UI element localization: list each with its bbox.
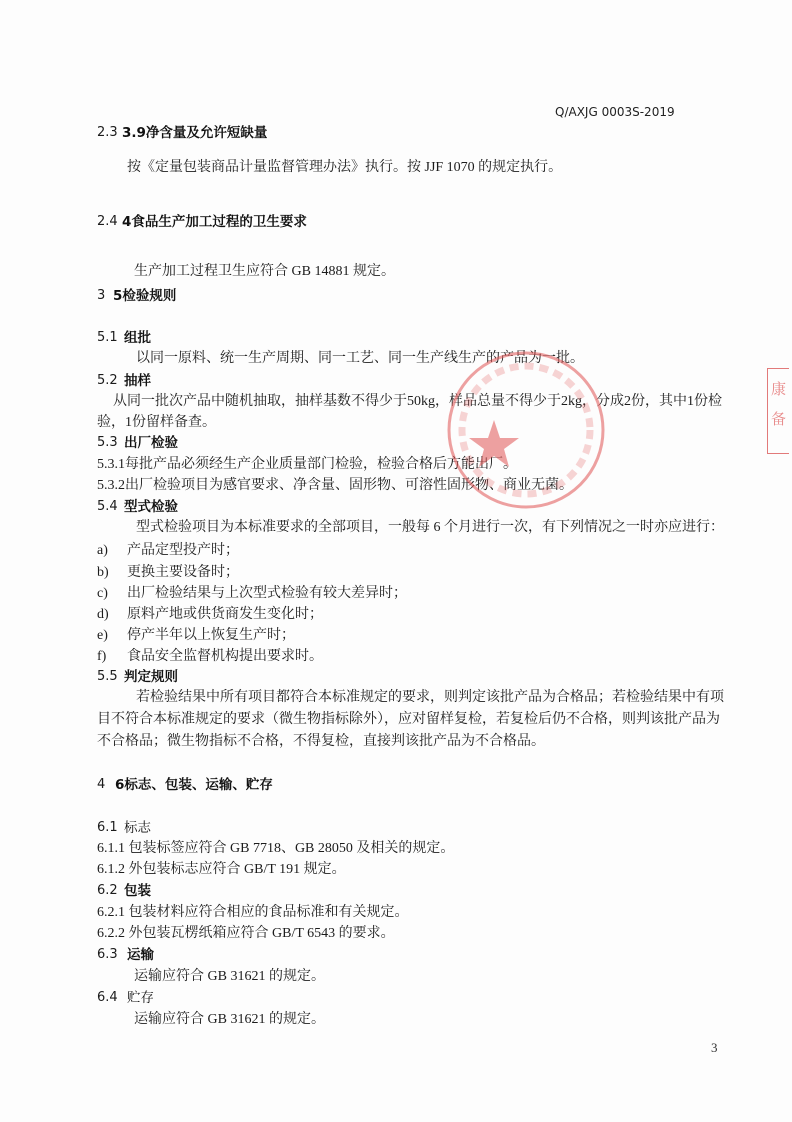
paragraph-line: 从同一批次产品中随机抽取，抽样基数不得少于50kg，样品总量不得少于2kg，分成2份，其中1份检 (113, 394, 722, 409)
clause-item: 6.1.1 包装标签应符合 GB 7718、GB 28050 及相关的规定。 (97, 841, 455, 856)
subsection-title: 运输 (127, 947, 154, 963)
section-number: 2.3 (97, 125, 118, 140)
paragraph-line: 目不符合本标准规定的要求（微生物指标除外），应对留样复检，若复检后仍不合格，则判该批产品为 (97, 712, 720, 727)
paragraph-line: 若检验结果中所有项目都符合本标准规定的要求，则判定该批产品为合格品；若检验结果中有项 (136, 690, 724, 705)
clause-item: 6.1.2 外包装标志应符合 GB/T 191 规定。 (97, 862, 346, 877)
paragraph: 运输应符合 GB 31621 的规定。 (134, 1012, 325, 1027)
side-seal (767, 368, 789, 454)
list-label: c) (97, 586, 108, 601)
section-title: 3.9净含量及允许短缺量 (122, 125, 268, 141)
subsection-number: 5.5 (97, 669, 118, 684)
paragraph: 生产加工过程卫生应符合 GB 14881 规定。 (134, 264, 395, 279)
section-title: 4食品生产加工过程的卫生要求 (122, 214, 307, 230)
list-label: e) (97, 628, 108, 643)
subsection-number: 6.2 (97, 883, 118, 898)
subsection-number: 5.4 (97, 499, 118, 514)
subsection-number: 6.3 (97, 947, 118, 962)
subsection-title: 抽样 (124, 373, 151, 389)
list-item: 停产半年以上恢复生产时； (127, 628, 295, 643)
list-item: 产品定型投产时； (127, 543, 239, 558)
list-item: 原料产地或供货商发生变化时； (127, 607, 323, 622)
subsection-number: 6.4 (97, 990, 118, 1005)
paragraph-line: 不合格品；微生物指标不合格，不得复检，直接判该批产品为不合格品。 (97, 734, 545, 749)
clause-item: 5.3.1每批产品必须经生产企业质量部门检验，检验合格后方能出厂。 (97, 457, 517, 472)
page-number: 3 (711, 1040, 718, 1055)
subsection-number: 5.3 (97, 435, 118, 450)
clause-item: 6.2.1 包装材料应符合相应的食品标准和有关规定。 (97, 905, 409, 920)
list-label: d) (97, 607, 109, 622)
subsection-number: 5.2 (97, 373, 118, 388)
subsection-number: 6.1 (97, 820, 118, 835)
subsection-title: 包装 (124, 883, 151, 899)
section-title: 6标志、包装、运输、贮存 (115, 777, 273, 793)
paragraph: 运输应符合 GB 31621 的规定。 (134, 969, 325, 984)
section-number: 2.4 (97, 214, 118, 229)
list-item: 出厂检验结果与上次型式检验有较大差异时； (127, 586, 407, 601)
clause-item: 6.2.2 外包装瓦楞纸箱应符合 GB/T 6543 的要求。 (97, 926, 395, 941)
subsection-title: 贮存 (127, 990, 154, 1006)
company-seal (438, 348, 608, 518)
section-number: 4 (97, 777, 106, 792)
clause-item: 5.3.2出厂检验项目为感官要求、净含量、固形物、可溶性固形物、商业无菌。 (97, 478, 573, 493)
subsection-title: 标志 (124, 820, 151, 836)
subsection-number: 5.1 (97, 330, 118, 345)
list-label: f) (97, 649, 107, 664)
section-title: 5检验规则 (113, 288, 177, 304)
subsection-title: 出厂检验 (124, 435, 178, 451)
document-code: Q/AXJG 0003S-2019 (555, 105, 675, 119)
side-seal-char: 备 (770, 410, 786, 428)
paragraph-line: 验，1份留样备查。 (97, 415, 216, 430)
list-item: 更换主要设备时； (127, 565, 239, 580)
subsection-title: 型式检验 (124, 499, 178, 515)
section-number: 3 (97, 288, 106, 303)
list-label: b) (97, 565, 109, 580)
paragraph: 以同一原料、统一生产周期、同一工艺、同一生产线生产的产品为一批。 (136, 351, 584, 366)
list-label: a) (97, 543, 108, 558)
side-seal-char: 康 (770, 380, 786, 398)
subsection-title: 判定规则 (124, 669, 178, 685)
paragraph: 型式检验项目为本标准要求的全部项目，一般每 6 个月进行一次，有下列情况之一时亦应进行： (136, 520, 724, 535)
subsection-title: 组批 (124, 330, 151, 346)
list-item: 食品安全监督机构提出要求时。 (127, 649, 323, 664)
paragraph: 按《定量包装商品计量监督管理办法》执行。按 JJF 1070 的规定执行。 (127, 160, 563, 175)
